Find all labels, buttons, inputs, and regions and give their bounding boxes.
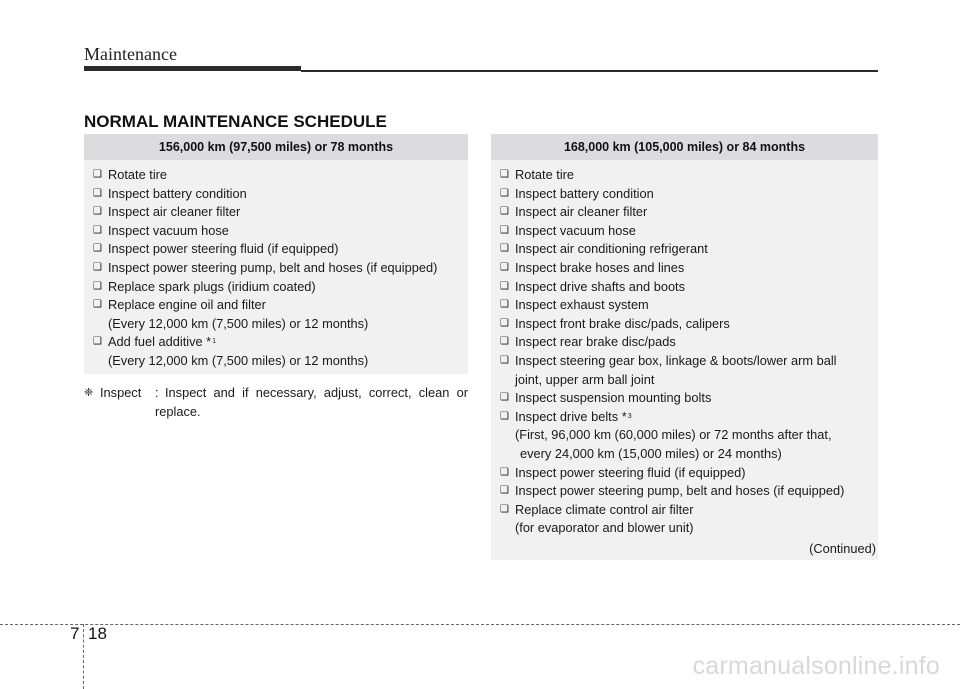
checklist-item-detail: (Every 12,000 km (7,500 miles) or 12 months)	[108, 315, 369, 331]
checkbox-icon: ❑	[93, 206, 102, 218]
checklist-item-text: Inspect air conditioning refrigerant	[515, 241, 708, 257]
checkbox-icon: ❑	[500, 503, 509, 515]
checklist-item	[500, 408, 868, 427]
note-text: Inspect and if necessary, adjust, correct, clean or	[165, 385, 468, 400]
checklist-item-text: Rotate tire	[108, 167, 168, 182]
checkbox-icon: ❑	[93, 299, 102, 311]
checkbox-icon: ❑	[500, 187, 509, 199]
checklist-item-text: Replace climate control air filter	[515, 501, 694, 517]
checklist-item-text: Inspect power steering pump, belt and hoses (if equipped)	[108, 259, 438, 275]
checkbox-icon: ❑	[500, 466, 509, 478]
checklist-item-detail: (for evaporator and blower unit)	[515, 520, 694, 536]
footnote-marker: 3	[627, 412, 632, 420]
checkbox-icon: ❑	[500, 392, 509, 404]
checkbox-icon: ❑	[93, 224, 102, 236]
panel-header: 168,000 km (105,000 miles) or 84 months	[491, 134, 878, 160]
checklist-item	[500, 203, 868, 222]
checklist-item-text: Add fuel additive *	[108, 334, 212, 350]
checklist-item	[93, 259, 458, 278]
checklist-item-text: Inspect power steering fluid (if equipped)	[108, 241, 339, 257]
checklist-item-text: Replace engine oil and filter	[108, 297, 266, 313]
chapter-number: 7	[70, 624, 80, 643]
checklist-item-detail: (Every 12,000 km (7,500 miles) or 12 months)	[108, 352, 369, 368]
checklist-item-text: Inspect rear brake disc/pads	[515, 334, 676, 350]
checkbox-icon: ❑	[500, 336, 509, 348]
checklist-item	[93, 185, 458, 204]
panel-header: 156,000 km (97,500 miles) or 78 months	[84, 134, 468, 160]
note-label: Inspect	[100, 385, 142, 400]
note-colon: :	[155, 385, 159, 400]
panel-body	[491, 160, 878, 538]
checklist-item-text: Inspect power steering fluid (if equipped)	[515, 464, 746, 480]
checkbox-icon: ❑	[93, 187, 102, 199]
checklist-item	[500, 482, 868, 501]
note-symbol-icon: ❈	[84, 386, 94, 399]
section-title: Maintenance	[84, 44, 177, 64]
checklist-item-text: Replace spark plugs (iridium coated)	[108, 278, 316, 294]
schedule-panel-168000	[491, 134, 878, 560]
page-heading: NORMAL MAINTENANCE SCHEDULE	[84, 112, 387, 131]
checkbox-icon: ❑	[93, 169, 102, 180]
continued-label: (Continued)	[809, 540, 876, 556]
checklist-item-text: Inspect suspension mounting bolts	[515, 390, 712, 406]
checklist-item	[500, 278, 868, 297]
checklist-item	[500, 185, 868, 204]
schedule-panel-156000	[84, 134, 468, 374]
checkbox-icon: ❑	[500, 206, 509, 218]
checklist-item	[93, 203, 458, 222]
footnote-marker: 1	[212, 338, 217, 346]
checklist-item	[500, 464, 868, 483]
page-number: 18	[88, 624, 107, 643]
checkbox-icon: ❑	[93, 280, 102, 292]
checklist-item-text: Inspect brake hoses and lines	[515, 259, 685, 275]
checkbox-icon: ❑	[500, 317, 509, 329]
checklist-item-detail: (First, 96,000 km (60,000 miles) or 72 months after that,	[515, 427, 832, 443]
checklist-item-text: Inspect vacuum hose	[108, 222, 229, 238]
checkbox-icon: ❑	[500, 354, 509, 366]
checklist-item	[500, 166, 868, 185]
checkbox-icon: ❑	[500, 299, 509, 311]
footer-divider	[0, 624, 960, 625]
footer-vertical-divider	[83, 624, 84, 689]
checklist-item	[500, 222, 868, 241]
checklist-item	[93, 222, 458, 241]
checkbox-icon: ❑	[93, 336, 102, 348]
checklist-item-detail: joint, upper arm ball joint	[515, 371, 655, 387]
inspect-note	[84, 384, 468, 421]
note-text-continued: replace.	[155, 403, 201, 419]
checklist-item-text: Inspect steering gear box, linkage & boots/lower arm ball	[515, 352, 837, 368]
checklist-item	[500, 333, 868, 352]
checklist-item	[500, 240, 868, 259]
checklist-item	[93, 296, 458, 315]
checkbox-icon: ❑	[500, 243, 509, 255]
checklist-item-text: Inspect power steering pump, belt and hoses (if equipped)	[515, 483, 845, 499]
checklist-item-text: Inspect drive shafts and boots	[515, 278, 686, 294]
checkbox-icon: ❑	[500, 169, 509, 180]
checkbox-icon: ❑	[93, 243, 102, 255]
header-rule-thick	[84, 66, 301, 71]
checklist-item-text: Inspect air cleaner filter	[515, 204, 648, 220]
checklist-item	[500, 352, 868, 371]
checklist-item	[93, 240, 458, 259]
checklist-item	[93, 333, 458, 352]
checklist-item-text: Inspect front brake disc/pads, calipers	[515, 315, 730, 331]
checklist-item-text: Inspect exhaust system	[515, 297, 649, 313]
checkbox-icon: ❑	[500, 410, 509, 422]
checklist-item	[93, 166, 458, 185]
checkbox-icon: ❑	[500, 261, 509, 273]
checkbox-icon: ❑	[500, 280, 509, 292]
checklist-item	[500, 501, 868, 520]
watermark: carmanualsonline.info	[692, 652, 940, 680]
checklist-item-detail: every 24,000 km (15,000 miles) or 24 months)	[520, 445, 782, 461]
checklist-item-text: Inspect air cleaner filter	[108, 204, 241, 220]
checklist-item	[500, 389, 868, 408]
checklist-item	[500, 296, 868, 315]
header-rule-thin	[301, 70, 878, 72]
checkbox-icon: ❑	[93, 261, 102, 273]
checklist-item	[93, 278, 458, 297]
checkbox-icon: ❑	[500, 224, 509, 236]
checklist-item-text: Inspect battery condition	[515, 185, 654, 201]
checklist-item-text: Rotate tire	[515, 167, 575, 182]
checkbox-icon: ❑	[500, 485, 509, 497]
checklist-item	[500, 259, 868, 278]
checklist-item-text: Inspect battery condition	[108, 185, 247, 201]
checklist-item	[500, 315, 868, 334]
panel-body	[84, 160, 468, 371]
checklist-item-text: Inspect vacuum hose	[515, 222, 636, 238]
checklist-item-text: Inspect drive belts *	[515, 408, 627, 424]
